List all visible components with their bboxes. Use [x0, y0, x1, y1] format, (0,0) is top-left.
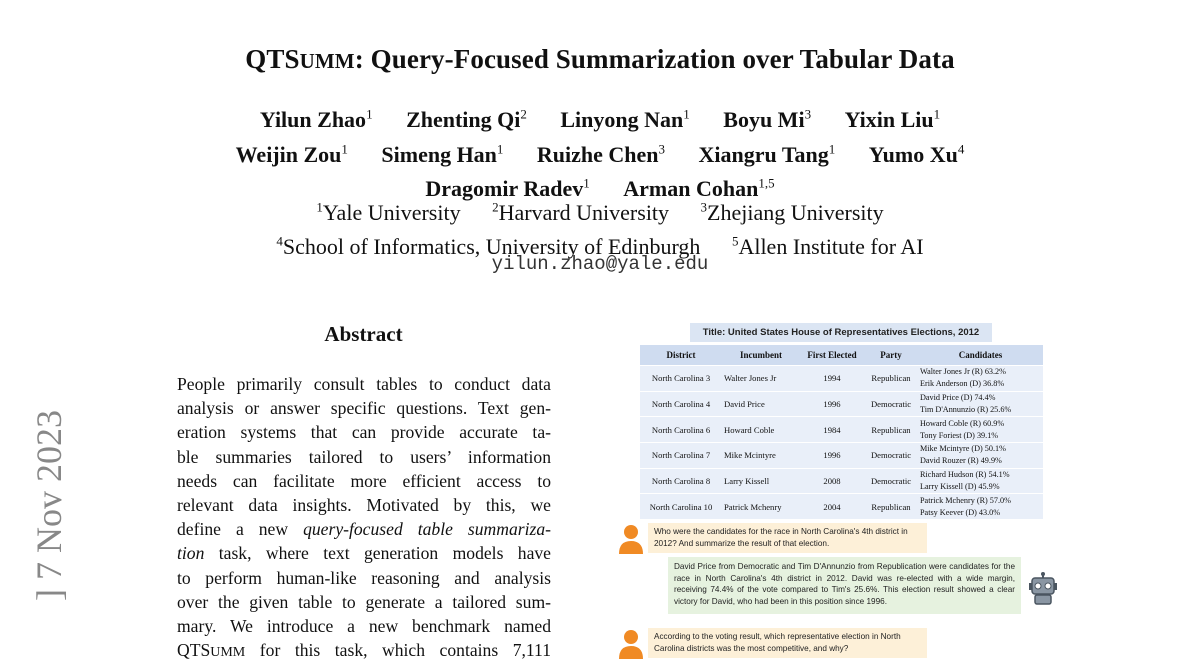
answer-bubble: David Price from Democratic and Tim D'Annunzio from Republication were candidates for the race in North Carolina's 4th district in 2012. David was re-elected with a wide margin, receiving 74.4% of the vote compared to Tim's 25.6%. This election result showed a clear victory for David, who had been in this position since 1996. — [668, 557, 1021, 614]
abstract-line: ble summaries tailored to users’ information — [177, 446, 551, 467]
affiliation-line-1 — [0, 194, 1200, 227]
abstract-line: needs can facilitate more efficient access to — [177, 470, 551, 491]
question-bubble: Who were the candidates for the race in North Carolina's 4th district in 2012? And summarize the result of that election. — [648, 523, 927, 553]
author: Ruizhe Chen$^3$ — [536, 141, 666, 167]
abstract-heading: Abstract — [324, 322, 403, 346]
author-list — [0, 100, 1200, 203]
affiliation: $^5$Allen Institute for AI — [731, 233, 924, 259]
abstract-line: eration systems that can provide accurate ta- — [177, 422, 551, 443]
arxiv-stamp: ] 7 Nov 2023 — [29, 410, 69, 601]
table-header-row — [640, 345, 1043, 366]
header-district: District — [640, 345, 722, 366]
author: Boyu Mi$^3$ — [723, 107, 812, 133]
header-first-elected: First Elected — [800, 345, 864, 366]
user-icon — [618, 524, 644, 554]
title-prefix: QTS — [245, 44, 300, 74]
abstract-line: mary. We introduce a new benchmark named — [177, 616, 551, 637]
table-row: North Carolina 7 Mike Mcintyre 1996 Democratic Mike Mcintyre (D) 50.1% David Rouzer (R) 49.9% — [640, 443, 1043, 469]
title-rest: : Query-Focused Summarization over Tabular Data — [354, 44, 955, 74]
author-email[interactable]: yilun.zhao@yale.edu — [491, 253, 709, 275]
author: Zhenting Qi$^2$ — [406, 107, 527, 133]
author: Simeng Han$^1$ — [381, 141, 504, 167]
affiliation: $^1$Yale University — [316, 200, 461, 226]
italic-term: query-focused table summariza- — [303, 519, 551, 540]
affiliation: $^2$Harvard University — [492, 200, 670, 226]
affiliation-list — [0, 194, 1200, 261]
title-smallcaps: UMM — [299, 49, 355, 73]
affiliation: $^3$Zhejiang University — [700, 200, 884, 226]
table-row: North Carolina 4 David Price 1996 Democratic David Price (D) 74.4% Tim D'Annunzio (R) 25.6% — [640, 391, 1043, 417]
robot-icon — [1026, 572, 1060, 606]
table-row: North Carolina 10 Patrick Mchenry 2004 Republican Patrick Mchenry (R) 57.0% Patsy Keever (D) 43.0% — [640, 494, 1043, 519]
table-title: Title: United States House of Representatives Elections, 2012 — [690, 323, 992, 342]
header-incumbent: Incumbent — [722, 345, 800, 366]
table-row: North Carolina 6 Howard Coble 1984 Republican Howard Coble (R) 60.9% Tony Foriest (D) 39.1% — [640, 417, 1043, 443]
author: Xiangru Tang$^1$ — [698, 141, 836, 167]
author: Linyong Nan$^1$ — [560, 107, 690, 133]
table-row: North Carolina 8 Larry Kissell 2008 Democratic Richard Hudson (R) 54.1% Larry Kissell (D) 45.9% — [640, 468, 1043, 494]
abstract-line: relevant data insights. Motivated by this, we — [177, 495, 551, 516]
author: Arman Cohan$^{1,5}$ — [623, 175, 775, 201]
header-candidates: Candidates — [918, 345, 1043, 366]
author: Yixin Liu$^1$ — [844, 107, 941, 133]
abstract-line: tion task, where text generation models have — [177, 543, 551, 564]
author: Weijin Zou$^1$ — [235, 141, 348, 167]
abstract-line: People primarily consult tables to conduct data — [177, 374, 551, 394]
header-party: Party — [864, 345, 918, 366]
abstract-body — [177, 372, 551, 665]
election-table — [640, 345, 1043, 519]
abstract-line: to perform human-like reasoning and analysis — [177, 567, 551, 588]
abstract-line: define a new query-focused table summariza- — [177, 519, 551, 540]
author: Dragomir Radev$^1$ — [425, 175, 590, 201]
author: Yilun Zhao$^1$ — [259, 107, 373, 133]
affiliation: $^4$School of Informatics, University of Edinburgh — [276, 233, 701, 259]
paper-title — [0, 44, 1200, 75]
author-line-2 — [0, 134, 1200, 168]
abstract-line: QTSUMM for this task, which contains 7,111 — [177, 640, 551, 661]
table-row: North Carolina 3 Walter Jones Jr 1994 Republican Walter Jones Jr (R) 63.2% Erik Anderson (D) 36.8% — [640, 366, 1043, 392]
question-bubble: According to the voting result, which representative election in North Carolina districts was the most competitive, and why? — [648, 628, 927, 658]
abstract-line: analysis or answer specific questions. Text gen- — [177, 398, 551, 419]
author-line-1 — [0, 100, 1200, 134]
abstract-line: over the given table to generate a tailored sum- — [177, 591, 551, 612]
author: Yumo Xu$^4$ — [868, 141, 965, 167]
user-icon — [618, 629, 644, 659]
